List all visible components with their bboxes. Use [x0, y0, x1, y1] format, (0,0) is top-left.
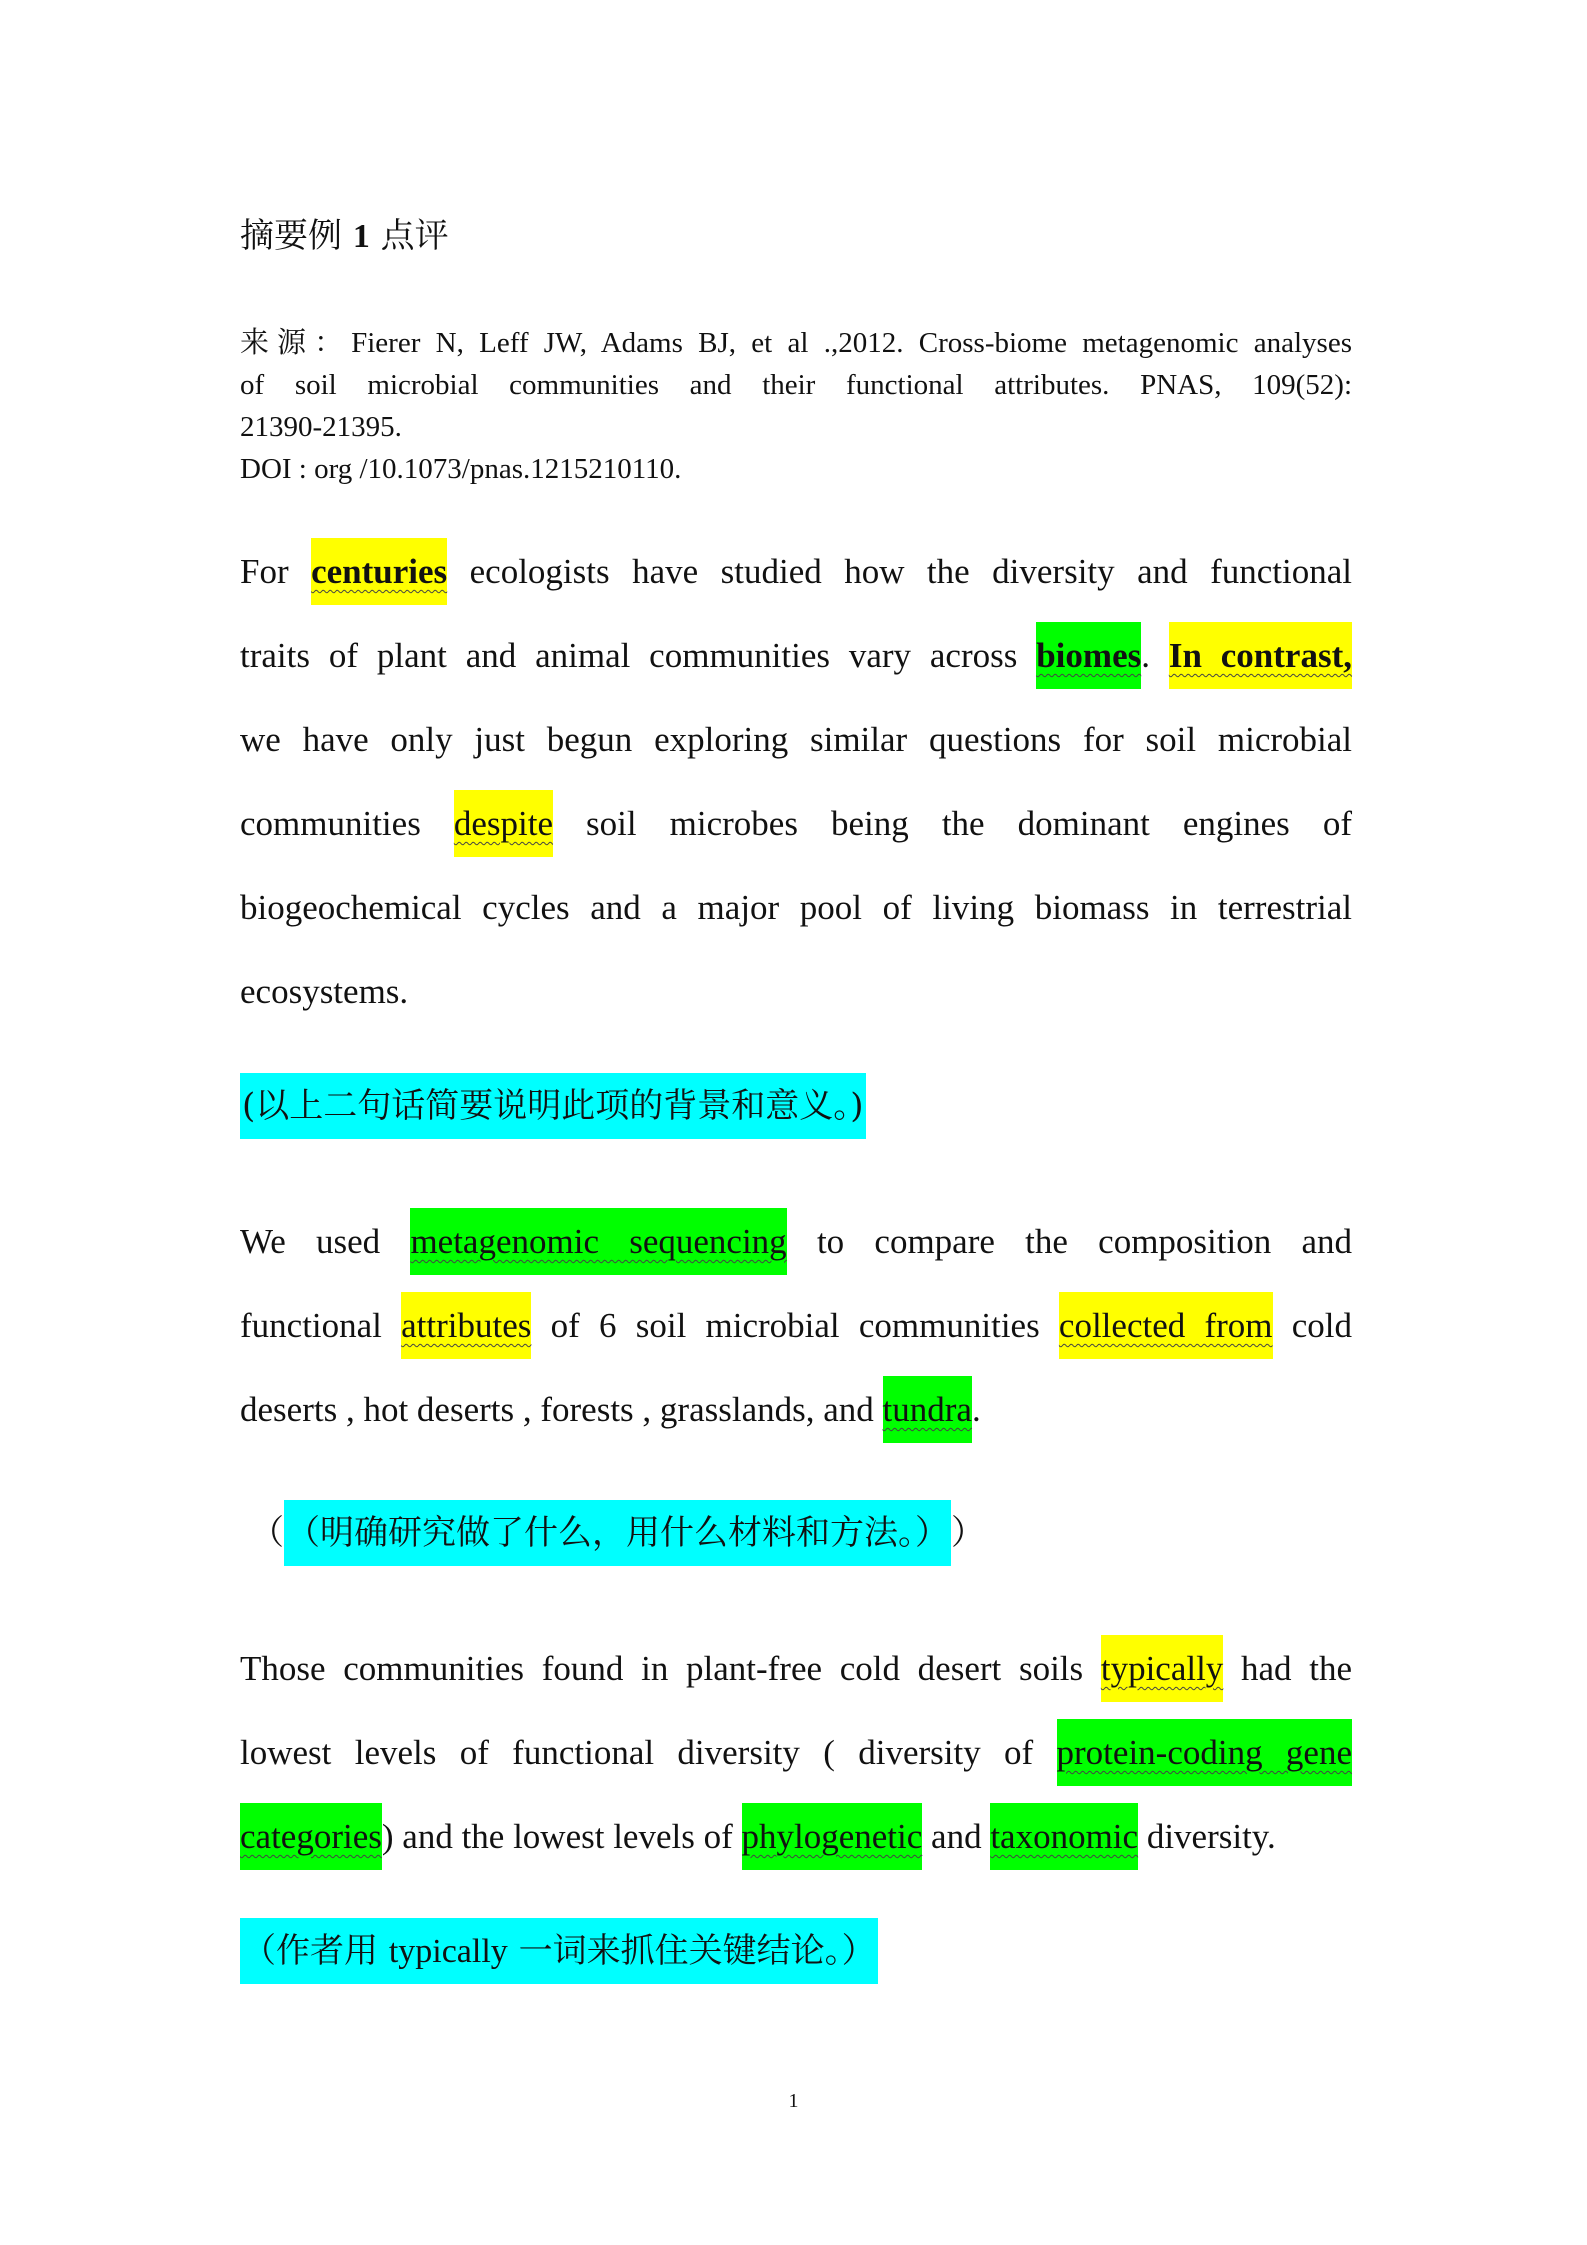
p1-line-4	[240, 782, 1352, 866]
highlight-categories: categories	[240, 1803, 382, 1870]
source-label: 来源：	[240, 327, 352, 359]
comment-note-3	[240, 1918, 878, 1984]
source-doi: DOI : org /10.1073/pnas.1215210110.	[240, 453, 682, 485]
p1-line-5: biogeochemical cycles and a major pool of living biomass in terrestrial	[240, 888, 1352, 927]
p1-text: traits of plant and animal communities vary across	[240, 636, 1037, 675]
source-citation	[240, 322, 1352, 490]
highlight-phylogenetic: phylogenetic	[742, 1803, 923, 1870]
title-number: 1	[352, 218, 370, 255]
p1-text: communities	[240, 804, 454, 843]
page-number: 1	[788, 2090, 799, 2112]
highlight-tundra: tundra	[883, 1376, 972, 1443]
p2-text: cold	[1272, 1306, 1352, 1345]
p2-line-3	[240, 1368, 1352, 1452]
p1-line-2	[240, 614, 1352, 698]
note2-text: （明确研究做了什么，用什么材料和方法。）	[284, 1500, 951, 1566]
p2-text: to compare the composition and	[786, 1222, 1353, 1261]
p2-text: .	[971, 1390, 981, 1429]
p1-line-1	[240, 530, 1352, 614]
source-text-1: Fierer N, Leff JW, Adams BJ, et al .,2012. Cross-biome metagenomic analyses	[351, 327, 1352, 359]
highlight-collected-from: collected from	[1059, 1292, 1273, 1359]
note3-c: 一词来抓住关键结论。）	[507, 1931, 876, 1971]
highlight-attributes: attributes	[401, 1292, 531, 1359]
source-line-2: of soil microbial communities and their functional attributes. PNAS, 109(52):	[240, 369, 1352, 401]
comment-note-2	[250, 1500, 985, 1566]
highlight-taxonomic: taxonomic	[990, 1803, 1138, 1870]
p3-line-3	[240, 1795, 1352, 1879]
highlight-centuries: centuries	[311, 538, 447, 605]
note2-close: ）	[951, 1513, 985, 1553]
abstract-paragraph-3	[240, 1627, 1352, 1879]
p3-text: lowest levels of functional diversity ( diversity of	[240, 1733, 1057, 1772]
source-line-3: 21390-21395.	[240, 411, 402, 443]
note3-keyword: typically	[388, 1933, 508, 1970]
p3-text: had the	[1223, 1649, 1352, 1688]
p1-line-6: ecosystems.	[240, 972, 409, 1011]
highlight-biomes: biomes	[1036, 622, 1141, 689]
title-prefix: 摘要例	[240, 216, 342, 256]
highlight-metagenomic-sequencing: metagenomic sequencing	[410, 1208, 786, 1275]
note2-open: （	[250, 1513, 284, 1553]
comment-note-1: (以上二句话简要说明此项的背景和意义。)	[240, 1073, 866, 1139]
highlight-despite: despite	[454, 790, 553, 857]
highlight-protein-coding-gene: protein-coding gene	[1057, 1719, 1352, 1786]
p3-text: ) and the lowest levels of	[381, 1817, 742, 1856]
p1-text: soil microbes being the dominant engines of	[553, 804, 1352, 843]
p3-text: Those communities found in plant-free cold desert soils	[240, 1649, 1101, 1688]
p2-line-1	[240, 1200, 1352, 1284]
p1-text: For	[240, 552, 312, 591]
p1-text: .	[1141, 636, 1169, 675]
p3-line-2	[240, 1711, 1352, 1795]
p2-text: deserts , hot deserts , forests , grasslands, and	[240, 1390, 883, 1429]
abstract-paragraph-2	[240, 1200, 1352, 1452]
page-title	[240, 212, 449, 261]
highlight-typically: typically	[1101, 1635, 1223, 1702]
p3-text: and	[922, 1817, 991, 1856]
highlight-in-contrast: In contrast,	[1169, 622, 1352, 689]
p2-text: functional	[240, 1306, 402, 1345]
p3-text: diversity.	[1138, 1817, 1276, 1856]
p3-line-1	[240, 1627, 1352, 1711]
abstract-paragraph-1	[240, 530, 1352, 1034]
p1-line-3: we have only just begun exploring similar questions for soil microbial	[240, 720, 1352, 759]
title-suffix: 点评	[380, 216, 449, 256]
source-line-1	[240, 322, 1352, 364]
p2-text: We used	[240, 1222, 411, 1261]
p2-line-2	[240, 1284, 1352, 1368]
p1-text: ecologists have studied how the diversity and functional	[447, 552, 1352, 591]
note3-a: （作者用	[242, 1931, 389, 1971]
p2-text: of 6 soil microbial communities	[531, 1306, 1059, 1345]
